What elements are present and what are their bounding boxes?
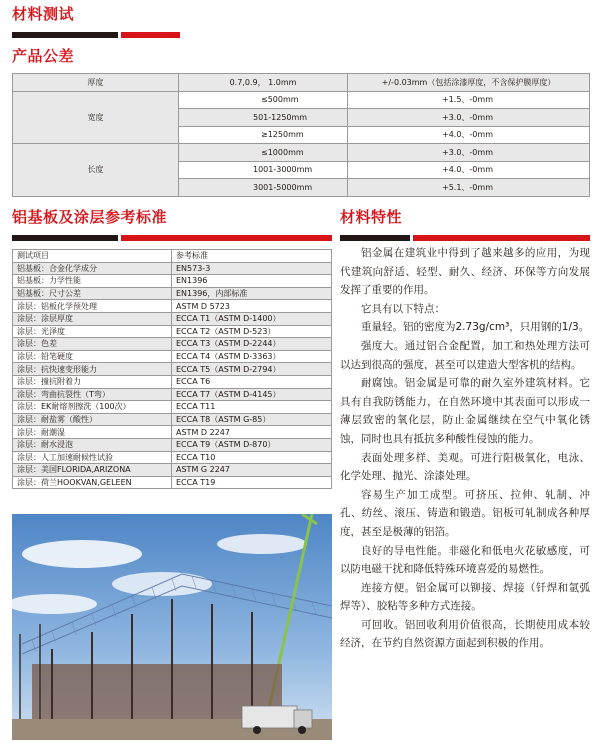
table-cell: 501-1250mm <box>179 109 348 127</box>
table-row <box>13 413 332 426</box>
table-cell: ECCA T3（ASTM D-2244） <box>172 338 332 351</box>
table-cell: ECCA T2（ASTM D-523） <box>172 325 332 338</box>
table-row <box>13 375 332 388</box>
table-row <box>13 426 332 439</box>
tolerance-table <box>12 73 590 197</box>
table-row <box>13 338 332 351</box>
table-cell: ≤500mm <box>179 91 348 109</box>
table-cell: 涂层：耐盐雾（酸性） <box>13 413 172 426</box>
table-cell: ECCA T1（ASTM D-1400） <box>172 312 332 325</box>
table-cell: ECCA T4（ASTM D-3363） <box>172 350 332 363</box>
table-cell: +5.1、-0mm <box>348 179 590 197</box>
table-cell: ECCA T7（ASTM D-4145） <box>172 388 332 401</box>
table-cell: ECCA T8（ASTM G-85） <box>172 413 332 426</box>
table-row <box>13 464 332 477</box>
table-cell: 长度 <box>13 144 179 197</box>
table-cell: ECCA T6 <box>172 375 332 388</box>
construction-photo <box>12 514 332 740</box>
table-row <box>13 401 332 414</box>
table-row <box>13 275 332 288</box>
table-cell: ECCA T5（ASTM D-2794） <box>172 363 332 376</box>
table-header-row <box>13 250 332 263</box>
table-cell: ECCA T10 <box>172 451 332 464</box>
table-cell: 涂层：弯曲抗裂性（T弯） <box>13 388 172 401</box>
table-cell: ASTM D 2247 <box>172 426 332 439</box>
paragraph: 它具有以下特点： <box>361 302 445 315</box>
table-cell: 涂层：铝板化学预处理 <box>13 300 172 313</box>
paragraph: 强度大。通过铝合金配置，加工和热处理方法可以达到很高的强度，甚至可以建造大型客机的结构。 <box>340 339 590 371</box>
column-header: 测试项目 <box>13 250 172 263</box>
table-row <box>13 438 332 451</box>
table-cell: +4.0、-0mm <box>348 161 590 179</box>
properties-text <box>340 244 590 653</box>
table-row <box>13 262 332 275</box>
table-cell: 涂层：色差 <box>13 338 172 351</box>
heading-bar <box>340 235 590 241</box>
table-cell: 宽度 <box>13 91 179 144</box>
table-cell: ECCA T19 <box>172 476 332 489</box>
table-cell: ≤1000mm <box>179 144 348 162</box>
column-header: 参考标准 <box>172 250 332 263</box>
properties-heading: 材料特性 <box>340 208 403 226</box>
paragraph: 良好的导电性能。非磁化和低电火花敏感度，可以防电磁干扰和降低特殊环境喜爱的易燃性。 <box>340 544 590 576</box>
table-row <box>13 363 332 376</box>
table-cell: ASTM D 5723 <box>172 300 332 313</box>
table-cell: 铝基板：力学性能 <box>13 275 172 288</box>
table-cell: 涂层：EK耐熔剂擦洗（100次） <box>13 401 172 414</box>
table-cell: 涂层：美国FLORIDA,ARIZONA <box>13 464 172 477</box>
table-cell: EN573-3 <box>172 262 332 275</box>
table-cell: 涂层：抗快速变形能力 <box>13 363 172 376</box>
standards-heading: 铝基板及涂层参考标准 <box>12 208 168 226</box>
table-cell: 涂层：铅笔硬度 <box>13 350 172 363</box>
table-cell: 涂层：荷兰HOOKVAN,GELEEN <box>13 476 172 489</box>
paragraph: 重量轻。铝的密度为2.73g/cm³，只用钢的1/3。 <box>361 321 590 334</box>
table-cell: 涂层：耐水浸泡 <box>13 438 172 451</box>
table-cell: ECCA T9（ASTM D-870） <box>172 438 332 451</box>
paragraph: 连接方便。铝金属可以铆接、焊接（钎焊和氩弧焊等）、胶粘等多种方式连接。 <box>340 581 590 613</box>
tolerance-heading: 产品公差 <box>12 47 75 65</box>
table-cell: +4.0、-0mm <box>348 126 590 144</box>
heading-bar <box>12 32 180 38</box>
table-row <box>13 476 332 489</box>
table-cell: +/-0.03mm（包括涂漆厚度，不含保护膜厚度） <box>348 74 590 92</box>
table-cell: 涂层：耐潮湿 <box>13 426 172 439</box>
table-cell: 涂层：光泽度 <box>13 325 172 338</box>
table-cell: 涂层：撞抗附着力 <box>13 375 172 388</box>
paragraph: 耐腐蚀。铝金属是可靠的耐久室外建筑材料。它具有自我防锈能力，在自然环境中其表面可以形成一薄层致密的氧化层，防止金属继续在空气中氧化锈蚀，同时也具有抵抗多种酸性侵蚀的能力。 <box>340 377 590 445</box>
heading-bar <box>12 235 332 241</box>
table-cell: 铝基板：尺寸公差 <box>13 287 172 300</box>
table-cell: 涂层：人工加速耐候性试验 <box>13 451 172 464</box>
table-row <box>13 388 332 401</box>
paragraph: 表面处理多样、美观。可进行阳极氧化，电泳、化学处理、抛光、涂漆处理。 <box>340 451 590 483</box>
table-row <box>13 287 332 300</box>
table-cell: ASTM G 2247 <box>172 464 332 477</box>
paragraph: 容易生产加工成型。可挤压、拉伸、轧制、冲孔、纺丝、滚压、铸造和锻造。铝板可轧制成各种厚度，甚至是极薄的铝箔。 <box>340 488 590 538</box>
table-cell: EN1396 <box>172 275 332 288</box>
table-row <box>13 350 332 363</box>
table-cell: +1.5、-0mm <box>348 91 590 109</box>
paragraph: 可回收。铝回收利用价值很高，长期使用成本较经济，在节约自然资源方面起到积极的作用。 <box>340 618 590 650</box>
table-row <box>13 312 332 325</box>
table-cell: +3.0、-0mm <box>348 109 590 127</box>
table-row <box>13 144 590 162</box>
table-row <box>13 74 590 92</box>
table-cell: 0.7,0.9， 1.0mm <box>179 74 348 92</box>
table-cell: ≥1250mm <box>179 126 348 144</box>
material-test-heading: 材料测试 <box>12 5 75 23</box>
table-cell: ECCA T11 <box>172 401 332 414</box>
table-cell: 3001-5000mm <box>179 179 348 197</box>
table-row <box>13 325 332 338</box>
table-cell: 1001-3000mm <box>179 161 348 179</box>
table-cell: +3.0、-0mm <box>348 144 590 162</box>
table-cell: 铝基板：合金化学成分 <box>13 262 172 275</box>
standards-table <box>12 249 332 489</box>
table-cell: 涂层：涂层厚度 <box>13 312 172 325</box>
table-row <box>13 300 332 313</box>
table-row <box>13 451 332 464</box>
paragraph: 铝金属在建筑业中得到了越来越多的应用，为现代建筑向舒适、轻型、耐久、经济、环保等方向发展发挥了重要的作用。 <box>340 247 590 297</box>
table-cell: 厚度 <box>13 74 179 92</box>
table-row <box>13 91 590 109</box>
table-cell: EN1396，内部标准 <box>172 287 332 300</box>
